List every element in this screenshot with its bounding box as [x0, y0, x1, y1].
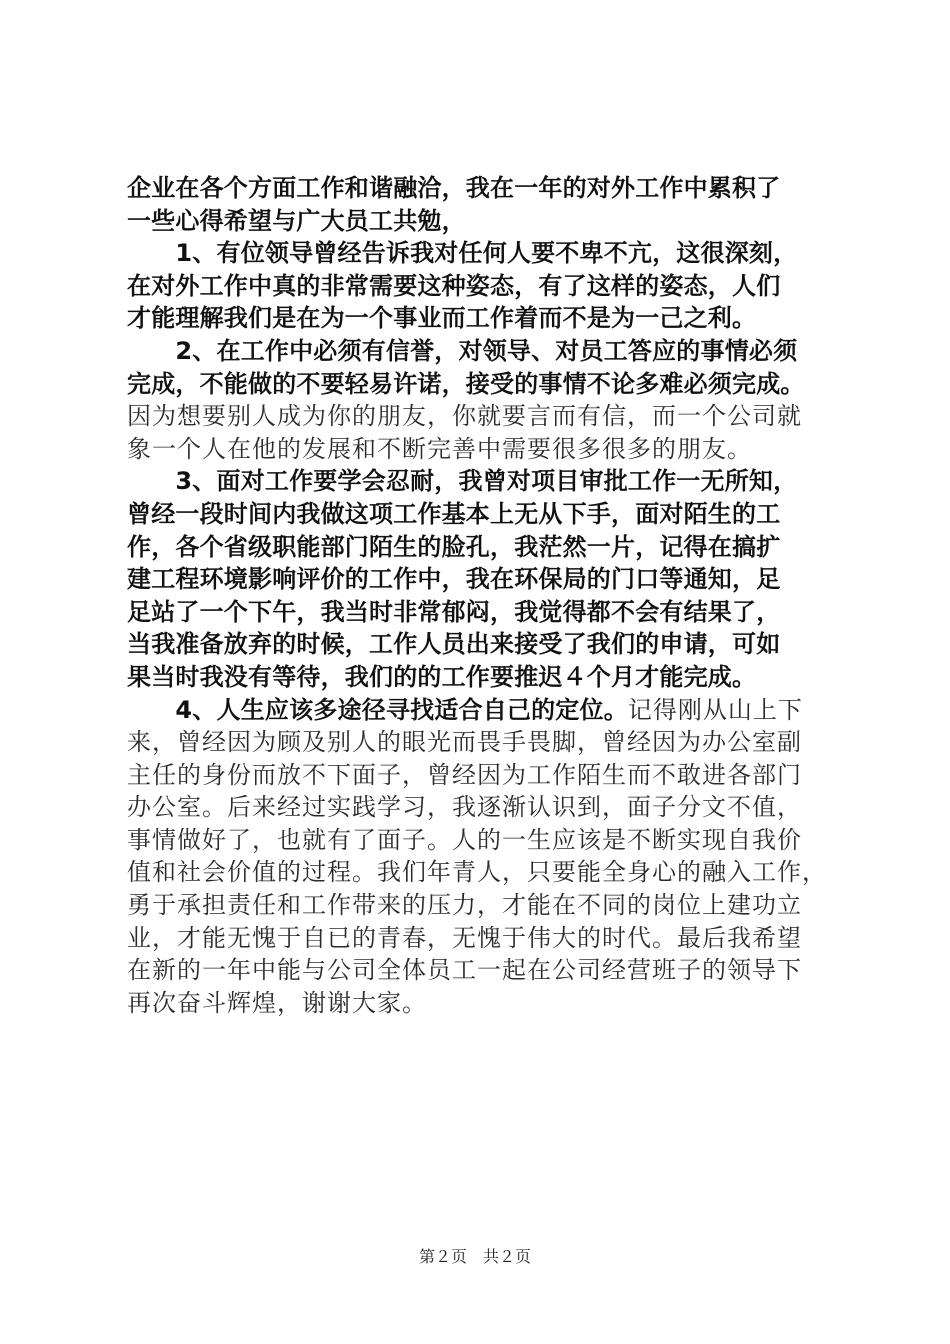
text-line: 3、面对工作要学会忍耐，我曾对项目审批工作一无所知， [127, 467, 798, 496]
text-line: 完成，不能做的不要轻易许诺，接受的事情不论多难必须完成。 [127, 369, 805, 398]
text-line: 象一个人在他的发展和不断完善中需要很多很多的朋友。 [127, 434, 752, 463]
text-line: 在对外工作中真的非常需要这种姿态，有了这样的姿态，人们 [127, 271, 781, 300]
text-line: 业，才能无愧于自已的青春，无愧于伟大的时代。最后我希望 [127, 923, 802, 952]
text-line: 再次奋斗辉煌，谢谢大家。 [127, 988, 427, 1017]
text-line: 果当时我没有等待，我们的的工作要推迟４个月才能完成。 [127, 662, 757, 691]
page-number-label: 第２页 共２页 [418, 1247, 531, 1266]
text-line: 2、在工作中必须有信誉，对领导、对员工答应的事情必须 [127, 336, 798, 365]
text-line: 一些心得希望与广大员工共勉， [127, 206, 466, 235]
document-body [127, 172, 832, 1019]
text-line: 事情做好了，也就有了面子。人的一生应该是不断实现自我价 [127, 825, 802, 854]
page-footer [0, 1244, 950, 1267]
text-line-mixed [127, 694, 832, 727]
text-line: 因为想要别人成为你的朋友，你就要言而有信，而一个公司就 [127, 402, 802, 431]
text-line: 作，各个省级职能部门陌生的脸孔，我茫然一片，记得在搞扩 [127, 532, 781, 561]
text-line: 办公室。后来经过实践学习，我逐渐认识到，面子分文不值， [127, 793, 802, 822]
paragraph-4-body-start: 记得刚从山上下 [627, 695, 803, 724]
text-line: 主任的身份而放不下面子，曾经因为工作陌生而不敢进各部门 [127, 760, 802, 789]
paragraph-4-heading: 4、人生应该多途径寻找适合自己的定位。 [127, 695, 628, 724]
text-line: 当我准备放弃的时候，工作人员出来接受了我们的申请，可如 [127, 630, 781, 659]
text-line: 在新的一年中能与公司全体员工一起在公司经营班子的领导下 [127, 956, 802, 985]
text-line: 来，曾经因为顾及别人的眼光而畏手畏脚，曾经因为办公室副 [127, 728, 802, 757]
text-line: 企业在各个方面工作和谐融洽，我在一年的对外工作中累积了 [127, 174, 781, 202]
text-line: 勇于承担责任和工作带来的压力，才能在不同的岗位上建功立 [127, 891, 802, 920]
text-line: 才能理解我们是在为一个事业而工作着而不是为一己之利。 [127, 304, 757, 333]
text-line: 曾经一段时间内我做这项工作基本上无从下手，面对陌生的工 [127, 499, 781, 528]
text-line: 足站了一个下午，我当时非常郁闷，我觉得都不会有结果了， [127, 597, 781, 626]
text-line: 1、有位领导曾经告诉我对任何人要不卑不亢，这很深刻， [127, 239, 798, 268]
text-line: 值和社会价值的过程。我们年青人，只要能全身心的融入工作， [127, 858, 827, 887]
text-line: 建工程环境影响评价的工作中，我在环保局的门口等通知，足 [127, 565, 781, 594]
